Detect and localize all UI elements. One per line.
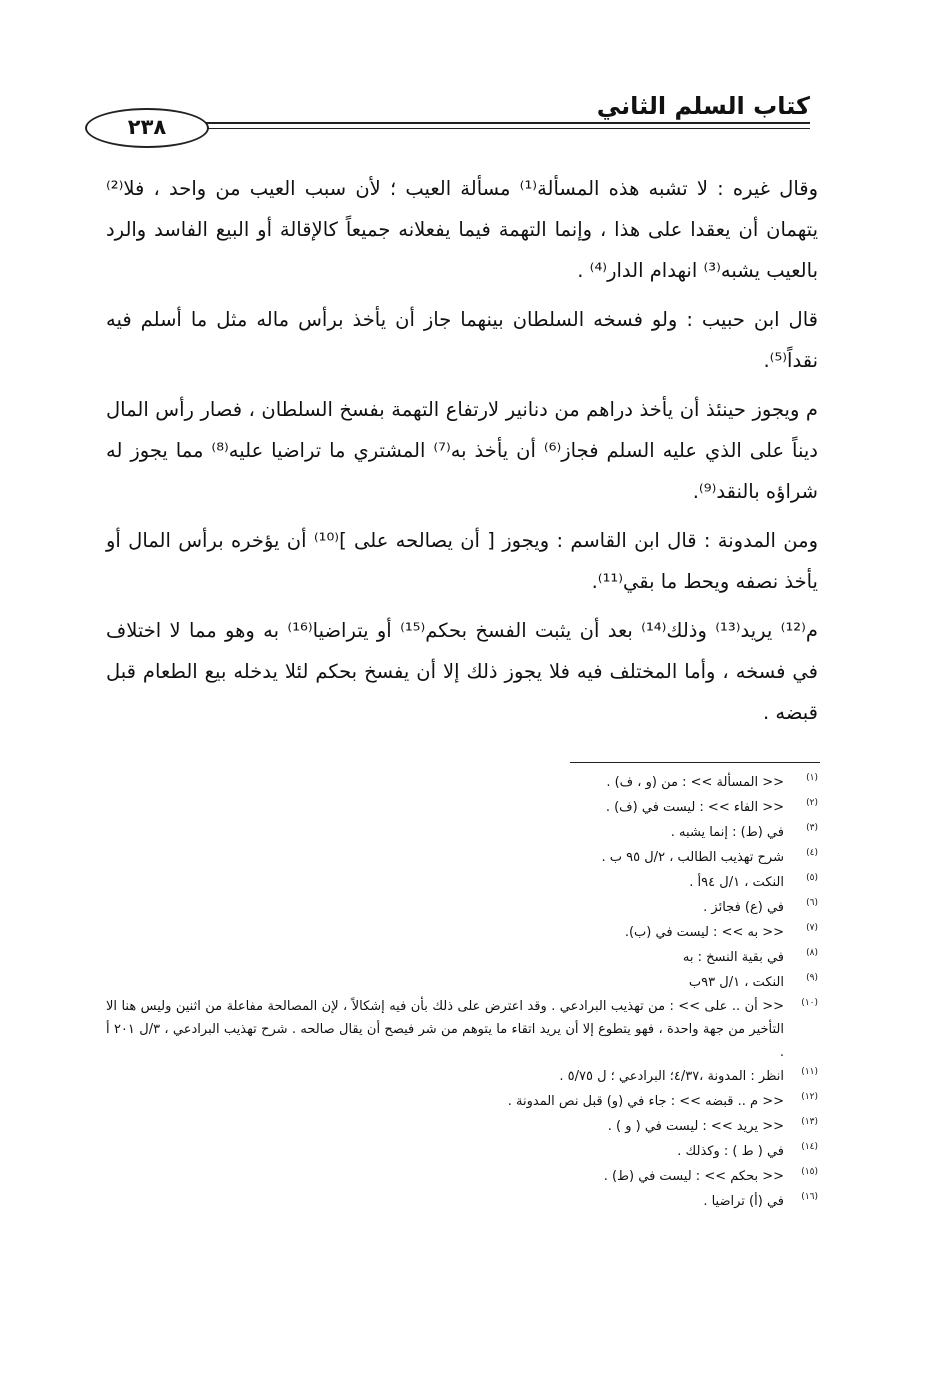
footnote-number: (٢) (806, 798, 818, 808)
footnote-text: في (ط) : إنما يشبه . (670, 825, 784, 840)
page-number: ٢٣٨ (85, 108, 209, 148)
footnote-number: (١٢) (801, 1092, 818, 1102)
footnote-number: (٩) (806, 973, 818, 983)
footnote-number: (١٥) (801, 1167, 818, 1177)
footnote-number: (٣) (806, 823, 818, 833)
footnote (106, 895, 818, 920)
footnote (106, 795, 818, 820)
footnote (106, 1114, 818, 1139)
footnote-text: << المسألة >> : من (و ، ف) . (606, 775, 784, 790)
footnote-text: في ( ط ) : وكذلك . (677, 1144, 784, 1159)
footnote (106, 970, 818, 995)
footnote-number: (٥) (806, 873, 818, 883)
footnote-number: (١١) (801, 1067, 818, 1077)
footnote-number: (٨) (806, 948, 818, 958)
footnote-text: في بقية النسخ : به (682, 950, 784, 965)
footnote (106, 945, 818, 970)
page-header (95, 92, 810, 152)
footnote-number: (٤) (806, 848, 818, 858)
paragraph: ومن المدونة : قال ابن القاسم : ويجوز [ أن يصالحه على ]⁽¹⁰⁾ أن يؤخره برأس المال أو يأخذ نصفه ويحط ما بقي⁽¹¹⁾. (106, 529, 818, 593)
footnote-text: النكت ، ١/ل ٩٣ب (688, 975, 784, 990)
footnote-number: (١٣) (801, 1117, 818, 1127)
footnote-number: (١٤) (801, 1142, 818, 1152)
footnote-text: << يريد >> : ليست في ( و ) . (607, 1119, 784, 1134)
footnote (106, 920, 818, 945)
footnote-text: << م .. قبضه >> : جاء في (و) قبل نص المدونة . (507, 1094, 784, 1109)
footnote-number: (١) (806, 773, 818, 783)
footnotes (106, 770, 818, 1214)
footnote-number: (١٦) (801, 1192, 818, 1202)
footnote-text: << أن .. على >> : من تهذيب البرادعي . وقد اعترض على ذلك بأن فيه إشكالاً ، لإن المصالحة مفاعلة من اثنين وليس هنا الا التأخير من جهة واحدة ، فهو يتطوع إلا أن يريد اتقاء ما يتوهم من شر فيصح أن يقال صالحه . شرح تهذيب البرادعي ، ٣/ل ٢٠١ أ . (106, 999, 784, 1060)
footnote-separator (570, 762, 820, 763)
footnote-text: << الفاء >> : ليست في (ف) . (605, 800, 784, 815)
footnote-text: النكت ، ١/ل ٩٤أ . (689, 875, 784, 890)
footnote (106, 870, 818, 895)
paragraph: قال ابن حبيب : ولو فسخه السلطان بينهما جاز أن يأخذ برأس ماله مثل ما أسلم فيه نقداً⁽⁵⁾. (106, 308, 818, 372)
paragraph: م⁽¹²⁾ يريد⁽¹³⁾ وذلك⁽¹⁴⁾ بعد أن يثبت الفسخ بحكم⁽¹⁵⁾ أو يتراضيا⁽¹⁶⁾ به وهو مما لا اختلاف في فسخه ، وأما المختلف فيه فلا يجوز ذلك إلا أن يفسخ بحكم لئلا يدخله بيع الطعام قبل قبضه . (106, 619, 818, 724)
footnote (106, 1089, 818, 1114)
footnote-text: في (أ) تراضيا . (703, 1194, 784, 1209)
footnote-text: << بحكم >> : ليست في (ط) . (603, 1169, 784, 1184)
footnote-text: انظر : المدونة ،٤/٣٧؛ البرادعي ؛ ل ٥/٧٥ . (559, 1069, 784, 1084)
footnote-text: في (ع) فجائز . (703, 900, 784, 915)
footnote-text: شرح تهذيب الطالب ، ٢/ل ٩٥ ب . (601, 850, 784, 865)
footnote (106, 845, 818, 870)
footnote-number: (١٠) (801, 998, 818, 1008)
footnote-number: (٧) (806, 923, 818, 933)
footnote (106, 1189, 818, 1214)
footnote (106, 995, 818, 1064)
footnote-number: (٦) (806, 898, 818, 908)
footnote (106, 1139, 818, 1164)
footnote (106, 820, 818, 845)
paragraph: وقال غيره : لا تشبه هذه المسألة⁽¹⁾ مسألة العيب ؛ لأن سبب العيب من واحد ، فلا⁽²⁾ يتهمان أن يعقدا على هذا ، وإنما التهمة فيما يفعلانه جميعاً كالإقالة أو البيع الفاسد والرد بالعيب يشبه⁽³⁾ انهدام الدار⁽⁴⁾ . (106, 177, 819, 282)
main-text (106, 168, 818, 741)
footnote (106, 1164, 818, 1189)
book-title: كتاب السلم الثاني (596, 92, 810, 120)
paragraph: م ويجوز حينئذ أن يأخذ دراهم من دنانير لارتفاع التهمة بفسخ السلطان ، فصار رأس المال ديناً على الذي عليه السلم فجاز⁽⁶⁾ أن يأخذ به⁽⁷⁾ المشتري ما تراضيا عليه⁽⁸⁾ مما يجوز له شراؤه بالنقد⁽⁹⁾. (106, 398, 818, 503)
footnote (106, 1064, 818, 1089)
footnote (106, 770, 818, 795)
footnote-text: << به >> : ليست في (ب). (624, 925, 784, 940)
